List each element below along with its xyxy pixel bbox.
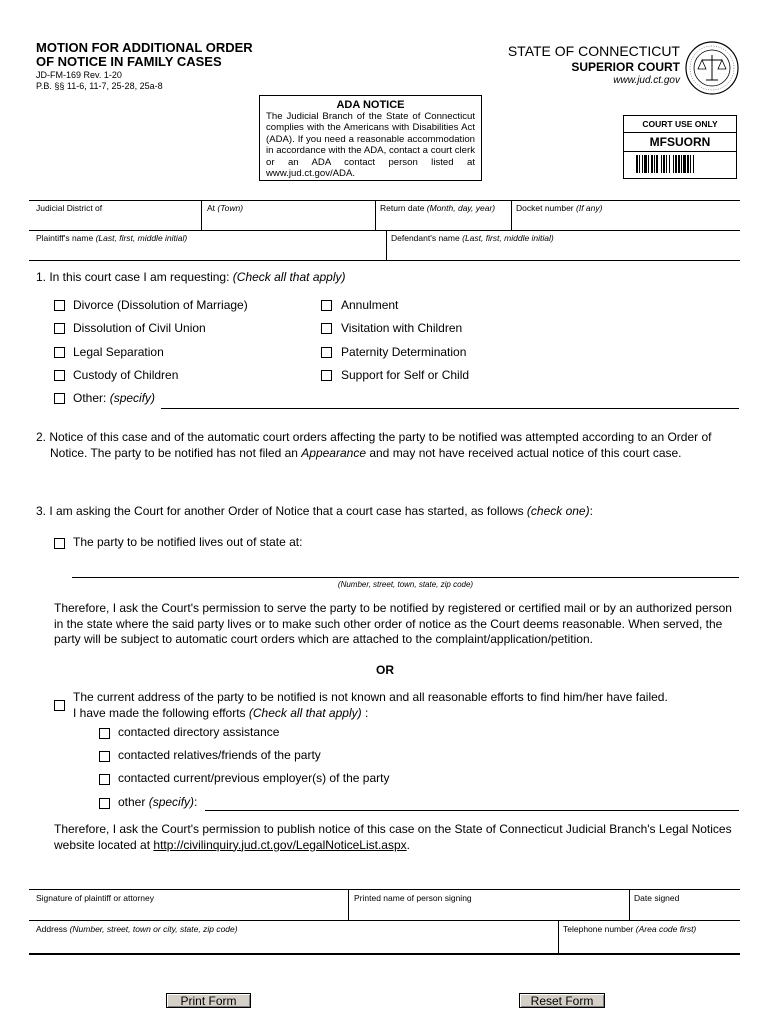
field-divider [201,200,202,230]
court-name: SUPERIOR COURT [571,60,680,74]
statute-references: P.B. §§ 11-6, 11-7, 25-28, 25a-8 [36,81,163,91]
field-divider [511,200,512,230]
or-divider: OR [376,663,394,677]
therefore-publish-b: . [406,837,410,852]
court-use-box [623,115,737,179]
efforts-colon: : [361,705,369,720]
signature-label: Signature of plaintiff or attorney [36,893,154,903]
section3-lead-end: : [589,504,593,518]
annulment-label: Annulment [341,298,399,312]
directory-assistance-checkbox[interactable] [99,728,110,739]
directory-assistance-label: contacted directory assistance [118,725,280,739]
civil-union-label: Dissolution of Civil Union [73,321,206,335]
field-divider [348,889,349,920]
defendant-name-label: Defendant's name [391,233,460,243]
paternity-checkbox[interactable] [321,347,332,358]
plaintiff-name-label: Plaintiff's name [36,233,94,243]
return-date-label: Return date [380,203,425,213]
date-signed-label: Date signed [634,893,680,903]
legal-notices-link[interactable]: http://civilinquiry.jud.ct.gov/LegalNoticeList.aspx [153,837,407,852]
employer-label: contacted current/previous employer(s) of the party [118,771,390,785]
out-of-state-label: The party to be notified lives out of state at: [73,535,303,549]
town-label: At [207,203,216,213]
divorce-label: Divorce (Dissolution of Marriage) [73,298,248,312]
support-label: Support for Self or Child [341,368,470,382]
ada-notice-box [259,95,482,181]
printed-name-field[interactable] [354,893,626,919]
form-number: JD-FM-169 Rev. 1-20 [36,70,122,80]
plaintiff-name-field[interactable] [36,233,381,259]
form-title-line2: OF NOTICE IN FAMILY CASES [36,54,222,69]
telephone-field[interactable] [563,924,738,952]
ada-notice-text: The Judicial Branch of the State of Connecticut complies with the Americans with Disabilities Act (ADA). If you need a reasonable accommodation in accordance with the ADA, contact a court clerk or an ADA contact person listed at www.jud.ct.gov/ADA. [266,111,475,180]
docket-number-label: Docket number [516,203,574,213]
form-title [36,41,253,69]
ada-notice-title: ADA NOTICE [336,99,405,111]
docket-number-field[interactable] [516,203,736,229]
out-of-state-checkbox[interactable] [54,538,65,549]
judicial-district-label: Judicial District of [36,203,103,213]
field-grid-bottom-line [29,260,740,261]
form-code: MFSUORN [624,133,736,152]
other-request-input[interactable] [161,408,739,409]
address-hint: (Number, street, town or city, state, zip code) [69,924,238,934]
telephone-label: Telephone number [563,924,634,934]
address-unknown-line1: The current address of the party to be notified is not known and all reasonable efforts to find him/her have failed. [73,690,668,704]
section2-text-b: and may not have received actual notice of this court case. [366,445,682,460]
signature-field[interactable] [36,893,344,919]
custody-label: Custody of Children [73,368,179,382]
other-effort-label: other (specify): [118,795,198,809]
section1-lead-hint: (Check all that apply) [232,270,346,284]
address-field[interactable] [36,924,554,952]
date-signed-field[interactable] [634,893,738,919]
return-date-field[interactable] [380,203,508,229]
address-unknown-text [73,690,739,721]
state-seal-icon [684,40,740,96]
field-grid-middle-line [29,230,740,231]
court-use-label: COURT USE ONLY [624,116,736,133]
defendant-name-field[interactable] [391,233,736,259]
court-website: www.jud.ct.gov [613,75,680,86]
section1-lead-text: 1. In this court case I am requesting: [36,270,230,284]
visitation-checkbox[interactable] [321,323,332,334]
other-request-label [73,391,155,407]
other-request-text: Other: [73,391,107,405]
address-unknown-checkbox[interactable] [54,700,65,711]
barcode-icon [636,155,724,173]
annulment-checkbox[interactable] [321,300,332,311]
town-field[interactable] [207,203,372,229]
other-effort-text: other [118,795,146,809]
field-divider [375,200,376,230]
signature-grid-middle-line [29,920,740,921]
other-effort-hint: (specify) [148,795,195,809]
section3-lead-text: 3. I am asking the Court for another Order of Notice that a court case has started, as follows [36,504,527,518]
other-effort-checkbox[interactable] [99,798,110,809]
divorce-checkbox[interactable] [54,300,65,311]
legal-separation-label: Legal Separation [73,345,164,359]
other-effort-input[interactable] [205,810,739,811]
section3-lead [36,504,593,520]
efforts-hint: (Check all that apply) [248,705,362,720]
relatives-label: contacted relatives/friends of the party [118,748,321,762]
signature-grid-top-line [29,889,740,890]
section1-lead [36,270,346,286]
therefore-publish-a: Therefore, I ask the Court's permission to publish notice of this case on the State of Connecticut Judicial Branch's Legal Notices website located at [54,822,732,852]
efforts-lead: I have made the following efforts [73,705,246,720]
telephone-hint: (Area code first) [635,924,697,934]
therefore-publish-text [54,822,739,853]
return-date-hint: (Month, day, year) [426,203,496,213]
support-checkbox[interactable] [321,370,332,381]
docket-number-hint: (If any) [576,203,603,213]
section2-text-em: Appearance [301,445,366,460]
form-meta [36,70,163,92]
civil-union-checkbox[interactable] [54,323,65,334]
address-unknown-line2 [73,706,739,722]
legal-separation-checkbox[interactable] [54,347,65,358]
employer-checkbox[interactable] [99,774,110,785]
defendant-name-hint: (Last, first, middle initial) [462,233,554,243]
other-request-checkbox[interactable] [54,393,65,404]
plaintiff-name-hint: (Last, first, middle initial) [95,233,188,243]
judicial-district-field[interactable] [36,203,198,229]
paternity-label: Paternity Determination [341,345,467,359]
therefore-serve-text: Therefore, I ask the Court's permission to serve the party to be notified by registered or certified mail or by an authorized person in the state where the said party lives or to make such other order of notice as the Court deems reasonable. When served, the party will be subject to automatic court orders which are attached to the complaint/application/petition. [54,601,732,646]
other-request-hint: (specify) [109,391,156,405]
field-divider [558,920,559,953]
print-form-button[interactable]: Print Form [166,993,251,1008]
field-grid-top-line [29,200,740,201]
custody-checkbox[interactable] [54,370,65,381]
field-divider [629,889,630,920]
field-divider [386,230,387,260]
visitation-label: Visitation with Children [341,321,463,335]
printed-name-label: Printed name of person signing [354,893,472,903]
section2-text-a: 2. Notice of this case and of the automatic court orders affecting the party to be notified was attempted according to an Order of Notice. The party to be notified has not filed an [36,430,712,460]
form-title-line1: MOTION FOR ADDITIONAL ORDER [36,40,253,55]
relatives-checkbox[interactable] [99,751,110,762]
section2-text [36,430,730,461]
out-of-state-address-input[interactable] [72,577,739,578]
reset-form-button[interactable]: Reset Form [519,993,605,1008]
address-caption: (Number, street, town, state, zip code) [337,580,474,589]
state-name: STATE OF CONNECTICUT [507,43,680,59]
section3-lead-hint: (check one) [526,504,590,518]
signature-grid-bottom-line [29,953,740,955]
address-label: Address [36,924,68,934]
town-hint: (Town) [217,203,244,213]
